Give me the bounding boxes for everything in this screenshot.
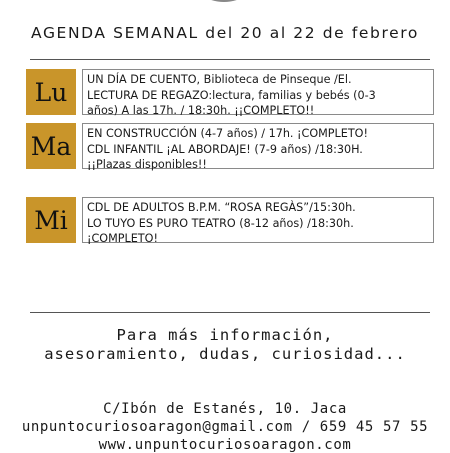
page-title: AGENDA SEMANAL del 20 al 22 de febrero: [31, 24, 419, 42]
event-line: UN DÍA DE CUENTO, Biblioteca de Pinseque /El.: [87, 73, 352, 86]
event-line: años) A las 17h. / 18:30h. ¡¡COMPLETO!!: [87, 104, 315, 117]
event-line: CDL INFANTIL ¡AL ABORDAJE! (7-9 años) /18:30H.: [87, 142, 363, 156]
event-line: CDL DE ADULTOS B.P.M. “ROSA REGÀS”/15:30h.: [87, 201, 356, 214]
bottom-divider: [30, 312, 430, 313]
info-line-1: Para más información,: [116, 326, 334, 344]
contact-email-phone[interactable]: unpuntocuriosoaragon@gmail.com / 659 45 57 55: [21, 419, 429, 435]
contact-website[interactable]: www.unpuntocuriosoaragon.com: [98, 437, 352, 453]
top-divider: [30, 59, 430, 60]
day-badge-mi: Mi: [26, 197, 76, 243]
event-line: LECTURA DE REGAZO:lectura, familias y bebés (0-3: [87, 88, 376, 102]
day-badge-ma: Ma: [26, 123, 76, 169]
day-badge-lu: Lu: [26, 69, 76, 115]
info-line-2: asesoramiento, dudas, curiosidad...: [44, 345, 406, 363]
event-line: LO TUYO ES PURO TEATRO (8-12 años) /18:30h.: [87, 216, 354, 230]
day-row-miercoles: [26, 197, 436, 247]
day-events-mi: [82, 197, 434, 243]
day-row-lunes: [26, 69, 436, 119]
event-line: ¡¡Plazas disponibles!!: [87, 158, 207, 171]
day-events-ma: [82, 123, 434, 169]
event-line: EN CONSTRUCCIÓN (4-7 años) / 17h. ¡COMPLETO!: [87, 127, 368, 140]
day-row-martes: [26, 123, 436, 173]
logo-arc: [190, 0, 258, 8]
contact-address: C/Ibón de Estanés, 10. Jaca: [103, 401, 347, 417]
day-events-lu: [82, 69, 434, 115]
event-line: ¡COMPLETO!: [87, 232, 158, 245]
